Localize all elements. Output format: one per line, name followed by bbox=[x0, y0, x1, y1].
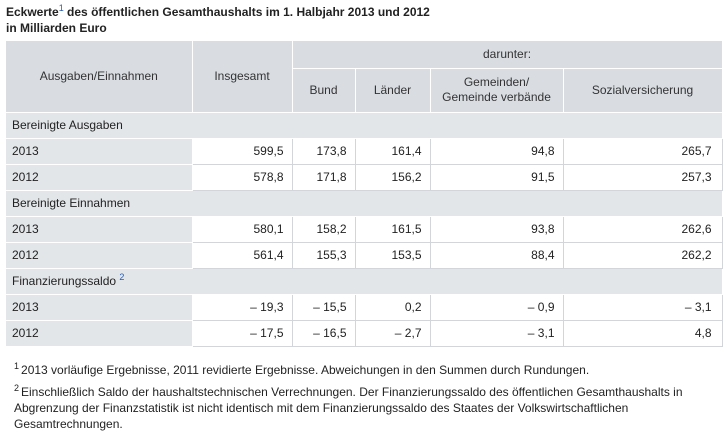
cell-insgesamt: 599,5 bbox=[192, 138, 292, 164]
cell-insgesamt: 561,4 bbox=[192, 242, 292, 268]
title-footnote-ref[interactable]: 1 bbox=[58, 3, 64, 13]
table-row bbox=[6, 216, 722, 242]
footnote-1-text: 2013 vorläufige Ergebnisse, 2011 revidierte Ergebnisse. Abweichungen in den Summen durch Rundungen. bbox=[21, 363, 590, 377]
section-title: Bereinigte Ausgaben bbox=[6, 112, 722, 138]
cell-insgesamt: 578,8 bbox=[192, 164, 292, 190]
footnote-1 bbox=[14, 362, 719, 378]
section-title: Bereinigte Einnahmen bbox=[6, 190, 722, 216]
table-title bbox=[6, 4, 430, 36]
table-row bbox=[6, 294, 722, 320]
cell-sozialversicherung: 262,2 bbox=[563, 242, 722, 268]
row-year: 2013 bbox=[6, 294, 192, 320]
data-table bbox=[6, 41, 723, 347]
cell-sozialversicherung: – 3,1 bbox=[563, 294, 722, 320]
table-row bbox=[6, 164, 722, 190]
footnotes bbox=[14, 362, 719, 438]
cell-gemeinden: – 3,1 bbox=[430, 320, 563, 346]
row-year: 2012 bbox=[6, 320, 192, 346]
cell-laender: 156,2 bbox=[355, 164, 430, 190]
footnote-1-ref: 1 bbox=[14, 361, 20, 371]
cell-gemeinden: 91,5 bbox=[430, 164, 563, 190]
header-bund: Bund bbox=[292, 68, 355, 112]
header-gemeinden-line-2: Gemeinde verbände bbox=[442, 90, 551, 104]
row-year: 2013 bbox=[6, 216, 192, 242]
cell-laender: 153,5 bbox=[355, 242, 430, 268]
cell-sozialversicherung: 265,7 bbox=[563, 138, 722, 164]
header-darunter: darunter: bbox=[292, 41, 722, 68]
title-line-2: in Milliarden Euro bbox=[6, 21, 107, 35]
footnote-2 bbox=[14, 384, 719, 432]
row-year: 2012 bbox=[6, 164, 192, 190]
cell-bund: 158,2 bbox=[292, 216, 355, 242]
cell-gemeinden: 93,8 bbox=[430, 216, 563, 242]
section-footnote-ref[interactable]: 2 bbox=[119, 272, 125, 282]
header-gemeinden-line-1: Gemeinden/ bbox=[463, 75, 530, 89]
cell-gemeinden: 88,4 bbox=[430, 242, 563, 268]
header-gemeinden bbox=[430, 68, 563, 112]
cell-bund: – 15,5 bbox=[292, 294, 355, 320]
cell-gemeinden: 94,8 bbox=[430, 138, 563, 164]
cell-bund: 173,8 bbox=[292, 138, 355, 164]
table-row bbox=[6, 320, 722, 346]
cell-insgesamt: – 19,3 bbox=[192, 294, 292, 320]
cell-gemeinden: – 0,9 bbox=[430, 294, 563, 320]
header-insgesamt: Insgesamt bbox=[192, 41, 292, 112]
cell-laender: 161,5 bbox=[355, 216, 430, 242]
title-suffix: des öffentlichen Gesamthaushalts im 1. Halbjahr 2013 und 2012 bbox=[63, 5, 430, 19]
section-title: Finanzierungssaldo $^2$ bbox=[6, 268, 722, 294]
cell-laender: 161,4 bbox=[355, 138, 430, 164]
title-line-1 bbox=[6, 4, 430, 20]
cell-sozialversicherung: 257,3 bbox=[563, 164, 722, 190]
cell-bund: – 16,5 bbox=[292, 320, 355, 346]
cell-sozialversicherung: 262,6 bbox=[563, 216, 722, 242]
table-row bbox=[6, 138, 722, 164]
cell-sozialversicherung: 4,8 bbox=[563, 320, 722, 346]
cell-bund: 171,8 bbox=[292, 164, 355, 190]
header-sozialversicherung: Sozialversicherung bbox=[563, 68, 722, 112]
cell-insgesamt: 580,1 bbox=[192, 216, 292, 242]
cell-laender: – 2,7 bbox=[355, 320, 430, 346]
header-label: Ausgaben/Einnahmen bbox=[6, 41, 192, 112]
title-prefix: Eckwerte bbox=[6, 5, 59, 19]
row-year: 2012 bbox=[6, 242, 192, 268]
footnote-2-text: Einschließlich Saldo der haushaltstechnischen Verrechnungen. Der Finanzierungssaldo des öffentlichen Gesamthaushalts in Abgrenzung der Finanzstatistik ist nicht identisch mit dem Finanzierungssaldo des Staates der Volkswirtschaftlichen Gesamtrechnungen. bbox=[14, 385, 683, 431]
header-laender: Länder bbox=[355, 68, 430, 112]
cell-laender: 0,2 bbox=[355, 294, 430, 320]
table-row bbox=[6, 242, 722, 268]
row-year: 2013 bbox=[6, 138, 192, 164]
cell-insgesamt: – 17,5 bbox=[192, 320, 292, 346]
cell-bund: 155,3 bbox=[292, 242, 355, 268]
footnote-2-ref: 2 bbox=[14, 383, 20, 393]
